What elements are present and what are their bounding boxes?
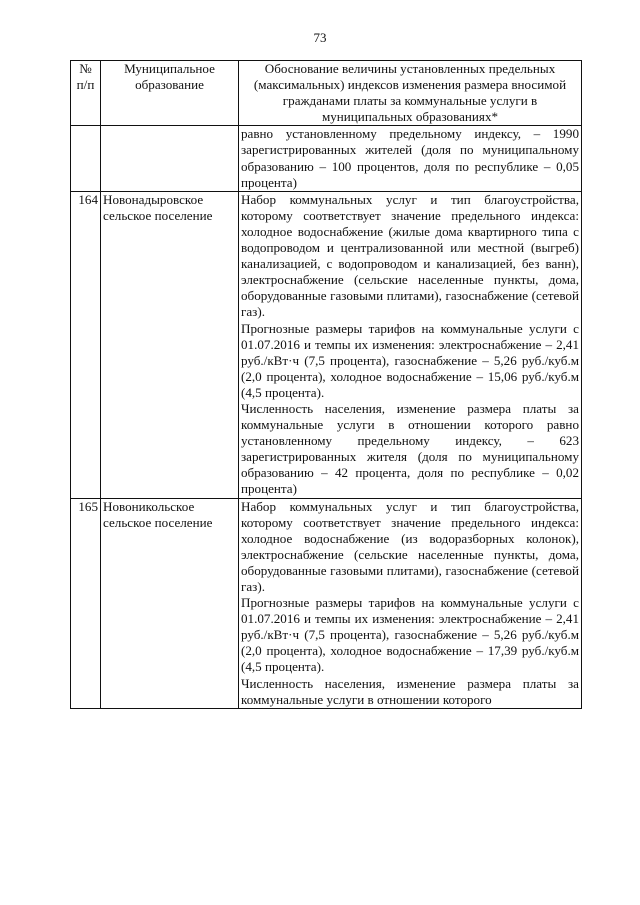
justification-paragraph: Прогнозные размеры тарифов на коммунальные услуги с 01.07.2016 и темпы их изменения: электроснабжение – 2,41 руб./кВт·ч (7,5 процента), газоснабжение – 5,26 руб./куб.м (2,0 процента), холодное водоснабжение – 17,39 руб./куб.м (4,5 процента).: [241, 595, 579, 675]
tariff-justification-table: [70, 60, 582, 709]
justification-paragraph: Численность населения, изменение размера платы за коммунальные услуги в отношении которого: [241, 675, 579, 707]
row-municipality: Новонадыровское сельское поселение: [101, 191, 239, 498]
row-number: 164: [71, 191, 101, 498]
row-justification: [239, 126, 582, 191]
row-number: [71, 126, 101, 191]
header-justification: Обоснование величины установленных предельных (максимальных) индексов изменения размера вносимой гражданами платы за коммунальные услуги в муниципальных образованиях*: [239, 61, 582, 126]
page-number: 73: [313, 30, 327, 45]
row-justification: [239, 498, 582, 708]
table-row-165: [71, 498, 582, 708]
table-header-row: [71, 61, 582, 126]
justification-paragraph: Набор коммунальных услуг и тип благоустройства, которому соответствует значение предельного индекса: холодное водоснабжение (жилые дома квартирного типа с водопроводом и централизованной или местной (выгреб) канализацией, с водопроводом и канализацией, без ванн), электроснабжение (сельские населенные пункты, дома, оборудованные газовыми плитами), газоснабжение (сетевой газ).: [241, 191, 579, 320]
row-justification: [239, 191, 582, 498]
header-municipality: Муниципальное образование: [101, 61, 239, 126]
table-row-164: [71, 191, 582, 498]
justification-paragraph: Прогнозные размеры тарифов на коммунальные услуги с 01.07.2016 и темпы их изменения: электроснабжение – 2,41 руб./кВт·ч (7,5 процента), газоснабжение – 5,26 руб./куб.м (2,0 процента), холодное водоснабжение – 15,06 руб./куб.м (4,5 процента).: [241, 320, 579, 400]
header-number: № п/п: [71, 61, 101, 126]
justification-paragraph: равно установленному предельному индексу, – 1990 зарегистрированных жителей (доля по муниципальному образованию – 100 процентов, доля по республике – 0,05 процента): [241, 126, 579, 190]
table-row-continued: [71, 126, 582, 191]
justification-paragraph: Набор коммунальных услуг и тип благоустройства, которому соответствует значение предельного индекса: холодное водоснабжение (из водоразборных колонок), электроснабжение (сельские населенные пункты, дома, оборудованные газовыми плитами), газоснабжение (сетевой газ).: [241, 498, 579, 594]
row-municipality: Новоникольское сельское поселение: [101, 498, 239, 708]
row-number: 165: [71, 498, 101, 708]
row-municipality: [101, 126, 239, 191]
justification-paragraph: Численность населения, изменение размера платы за коммунальные услуги в отношении которого равно установленному предельному индексу, – 623 зарегистрированных жителя (доля по муниципальному образованию – 42 процента, доля по республике – 0,02 процента): [241, 400, 579, 497]
